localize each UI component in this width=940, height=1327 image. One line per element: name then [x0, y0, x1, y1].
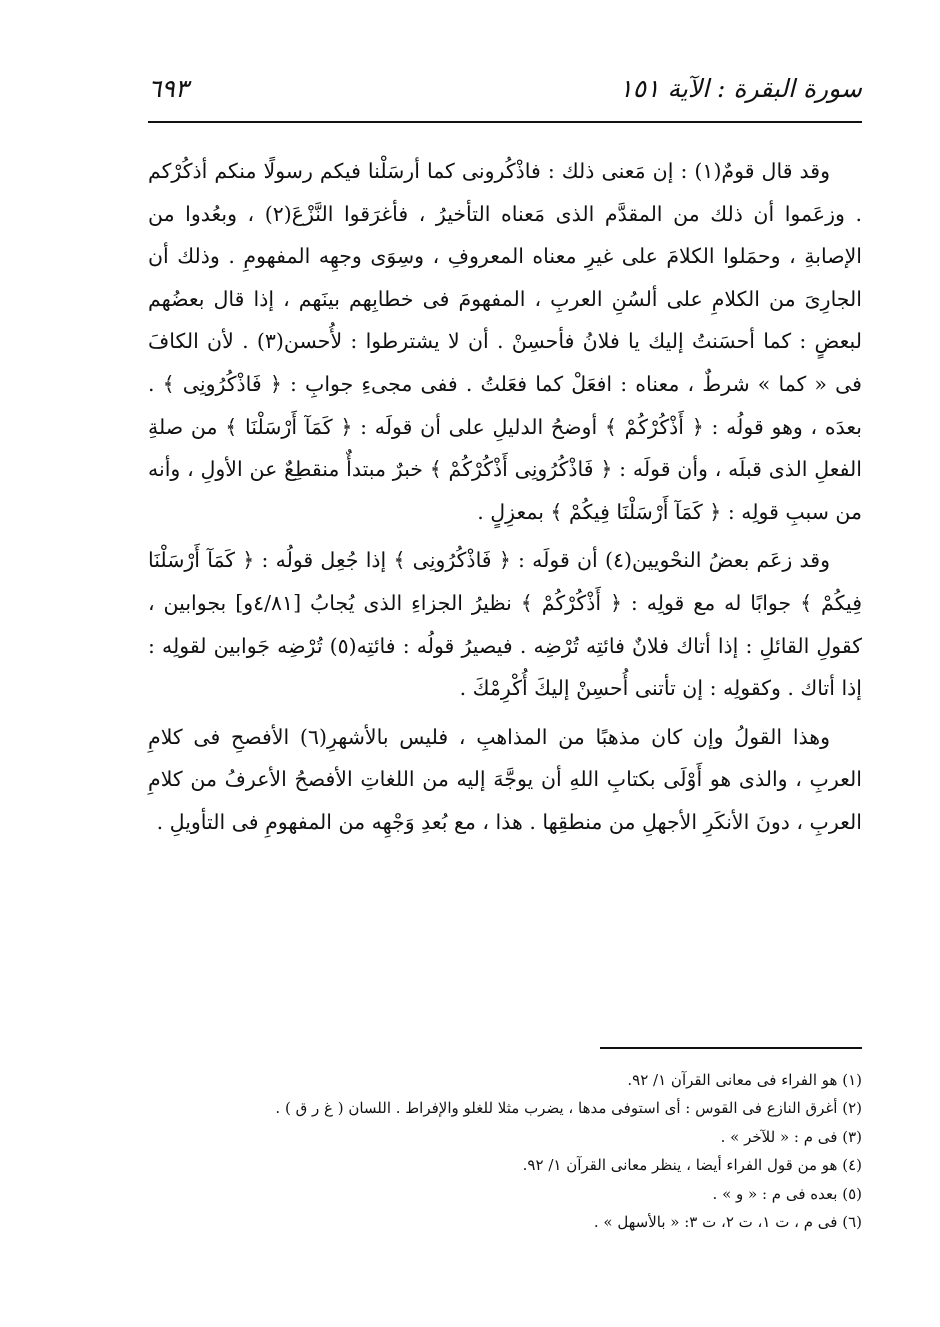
- footnote-divider: [600, 1047, 862, 1049]
- footnote-4: (٤) هو من قول الفراء أيضا ، ينظر معانى القرآن ١/ ٩٢.: [522, 1156, 862, 1175]
- running-title: سورة البقرة : الآية ١٥١: [619, 74, 862, 103]
- paragraph-1: وقد قال قومٌ(١) : إن مَعنى ذلك : فاذْكُرونى كما أرسَلْنا فيكم رسولًا منكم أذكُرْكم . وزعَموا أن ذلك من المقدَّم الذى مَعناه التأخيرُ ، فأغرَقوا النَّزْعَ(٢) ، وبعُدوا من الإصابةِ ، وحمَلوا الكلامَ على غيرِ معناه المعروفِ ، وسِوَى وجهِه المفهومِ . وذلك أن الجارِىَ من الكلامِ على ألسُنِ العربِ ، المفهومَ فى خطابِهم بينَهم ، إذا قال بعضُهم لبعضٍ : كما أحسَنتُ إليك يا فلانُ فأحسِنْ . أن لا يشترطوا : لأُحسن(٣) . لأن الكافَ فى « كما » شرطٌ ، معناه : افعَلْ كما فعَلتُ . ففى مجىءِ جوابِ : ﴿ فَاذْكُرُونِى ﴾ . بعدَه ، وهو قولُه : ﴿ أَذْكُرْكُمْ ﴾ أوضحُ الدليلِ على أن قولَه : ﴿ كَمَآ أَرْسَلْنَا ﴾ من صلةِ الفعلِ الذى قبلَه ، وأن قولَه : ﴿ فَاذْكُرُونِى أَذْكُرْكُمْ ﴾ خبرٌ مبتدأٌ منقطِعٌ عن الأولِ ، وأنه من سببِ قولِه : ﴿ كَمَآ أَرْسَلْنَا فِيكُمْ ﴾ بمعزِلٍ .: [148, 159, 862, 524]
- footnote-1: (١) هو الفراء فى معانى القرآن ١/ ٩٢.: [627, 1071, 862, 1089]
- main-text: [148, 150, 862, 844]
- footnotes: [148, 1066, 862, 1236]
- paragraph-2: وقد زعَم بعضُ النحْويين(٤) أن قولَه : ﴿ فَاذْكُرُونِى ﴾ إذا جُعِل قولُه : ﴿ كَمَآ أَرْسَلْنَا فِيكُمْ ﴾ جوابًا له مع قولِه : ﴿ أَذْكُرْكُمْ ﴾ نظيرُ الجزاءِ الذى يُجابُ [٤/٨١و] بجوابين ، كقولِ القائلِ : إذا أتاك فلانٌ فائتِه تُرْضِه . فيصيرُ قولُه : فائتِه(٥) تُرْضِه جَوابين لقولِه : إذا أتاك . وكقولِه : إن تأتنى أُحسِنْ إليكَ أُكْرِمْكَ .: [148, 548, 862, 701]
- paragraph-3: وهذا القولُ وإن كان مذهبًا من المذاهبِ ، فليس بالأشهرِ(٦) الأفصحِ فى كلامِ العربِ ، والذى هو أَوْلَى بكتابِ اللهِ أن يوجَّهَ إليه من اللغاتِ الأفصحُ الأعرفُ من كلامِ العربِ ، دونَ الأنكَرِ الأجهلِ من منطقِها . هذا ، مع بُعدِ وَجْهِه من المفهومِ فى التأويلِ .: [148, 724, 862, 834]
- footnote-2: (٢) أغرق النازع فى القوس : أى استوفى مدها ، يضرب مثلا للغلو والإفراط . اللسان ( غ ر ق ) .: [275, 1099, 862, 1118]
- page-number: ٦٩٣: [148, 74, 189, 103]
- footnote-6: (٦) فى م ، ت ١، ت ٢، ت ٣: « بالأسهل » .: [593, 1213, 862, 1232]
- footnote-3: (٣) فى م : « للآخر » .: [720, 1127, 862, 1146]
- page-header: [148, 62, 862, 118]
- header-divider: [148, 121, 862, 123]
- footnote-5: (٥) بعده فى م : « و » .: [712, 1184, 862, 1203]
